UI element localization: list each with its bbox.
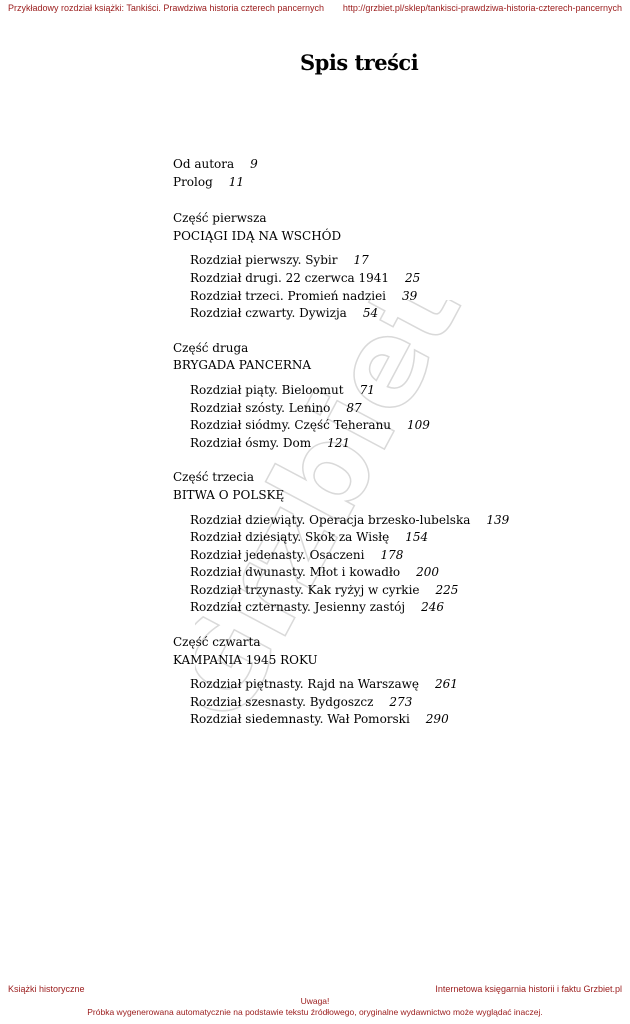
toc-chapter-entry[interactable]: [190, 400, 503, 418]
toc-chapter-entry[interactable]: [190, 582, 503, 600]
chapter-list: [173, 382, 503, 452]
toc-chapter-entry[interactable]: [190, 547, 503, 565]
toc-entry-page: 11: [228, 174, 245, 189]
toc-entry-label: Rozdział siedemnasty. Wał Pomorski: [190, 712, 410, 727]
toc-entry-label: Rozdział drugi. 22 czerwca 1941: [190, 270, 390, 285]
toc-entry-label: Rozdział trzynasty. Kak ryżyj w cyrkie: [190, 582, 420, 597]
toc-entry-label: Rozdział dziesiąty. Skok za Wisłę: [190, 530, 390, 545]
chapter-list: [173, 512, 510, 618]
page-title: Spis treści: [300, 50, 419, 75]
toc-entry-page: 178: [380, 547, 404, 562]
chapter-list: [173, 252, 503, 322]
toc-front-matter-entry[interactable]: [173, 174, 503, 192]
toc-entry-page: 261: [434, 677, 458, 692]
toc-entry-page: 154: [405, 530, 429, 545]
toc-chapter-entry[interactable]: [190, 252, 503, 270]
toc-entry-page: 9: [250, 157, 258, 171]
toc-front-matter-entry[interactable]: [173, 156, 503, 174]
part-label: Część pierwsza: [173, 211, 267, 226]
toc-entry-page: 87: [346, 400, 362, 415]
toc-chapter-entry[interactable]: [190, 417, 503, 435]
toc-entry-page: 71: [359, 382, 375, 397]
footer-notice-heading: Uwaga!: [300, 996, 330, 1006]
toc-entry-label: Rozdział czternasty. Jesienny zastój: [190, 600, 406, 615]
toc-entry-page: 200: [416, 565, 439, 580]
toc-chapter-entry[interactable]: [190, 270, 503, 288]
toc-entry-label: Rozdział trzeci. Promień nadziei: [190, 288, 387, 303]
toc-entry-label: Rozdział pierwszy. Sybir: [190, 253, 338, 268]
header-url-link[interactable]: http://grzbiet.pl/sklep/tankisci-prawdziwa-historia-czterech-pancernych: [342, 3, 622, 13]
toc-entry-label: Rozdział czwarty. Dywizja: [190, 306, 347, 321]
toc-entry-label: Rozdział siódmy. Część Teheranu: [190, 418, 392, 433]
toc-part: [173, 634, 503, 729]
toc-chapter-entry[interactable]: [190, 676, 503, 694]
page-header: [8, 3, 622, 15]
toc-chapter-entry[interactable]: [190, 529, 503, 547]
toc-part: [173, 340, 503, 453]
toc-entry-label: Rozdział szósty. Lenino: [190, 400, 331, 415]
footer-notice-text: Próbka wygenerowana automatycznie na podstawie tekstu źródłowego, oryginalne wydawnictwo może wyglądać inaczej.: [87, 1007, 543, 1017]
part-title[interactable]: BITWA O POLSKĘ: [173, 487, 285, 502]
watermark-text: Grzbiet.pl: [195, 300, 495, 744]
toc-entry-label: Od autora: [173, 157, 235, 171]
toc-part: [173, 210, 503, 323]
header-book-title: Przykładowy rozdział książki: Tankiści. Prawdziwa historia czterech pancernych: [8, 3, 324, 13]
toc-chapter-entry[interactable]: [190, 564, 503, 582]
toc-entry-page: 39: [402, 288, 418, 303]
part-title[interactable]: BRYGADA PANCERNA: [173, 358, 312, 373]
chapter-list: [173, 676, 503, 729]
toc-entry-label: Rozdział ósmy. Dom: [190, 435, 312, 450]
part-label: Część czwarta: [173, 635, 261, 650]
toc-entry-label: Rozdział piętnasty. Rajd na Warszawę: [190, 677, 419, 692]
toc-chapter-entry[interactable]: [190, 288, 503, 306]
toc-entry-label: Prolog: [173, 174, 213, 189]
toc-entry-label: Rozdział dziewiąty. Operacja brzesko-lubelska: [190, 512, 471, 527]
toc-entry-page: 139: [486, 512, 510, 527]
footer-notice: [0, 996, 630, 1018]
toc-entry-page: 225: [435, 582, 459, 597]
toc-entry-page: 246: [421, 600, 445, 615]
toc-entry-label: Rozdział dwunasty. Młot i kowadło: [190, 565, 401, 580]
toc-chapter-entry[interactable]: [190, 711, 503, 729]
part-title[interactable]: KAMPANIA 1945 ROKU: [173, 652, 318, 667]
toc-entry-page: 25: [405, 270, 421, 285]
toc-chapter-entry[interactable]: [190, 382, 503, 400]
toc-entry-label: Rozdział piąty. Bieloomut: [190, 382, 344, 397]
toc-entry-page: 54: [362, 306, 379, 321]
footer-category-link[interactable]: Książki historyczne: [8, 984, 85, 994]
toc-entry-page: 17: [353, 253, 369, 268]
toc-entry-page: 109: [407, 418, 430, 433]
toc-entry-page: 273: [389, 694, 413, 709]
toc-entry-page: 121: [327, 435, 350, 450]
toc-chapter-entry[interactable]: [190, 435, 503, 453]
toc-chapter-entry[interactable]: [190, 599, 503, 617]
toc-chapter-entry[interactable]: [190, 305, 503, 323]
footer-store-link[interactable]: Internetowa księgarnia historii i faktu Grzbiet.pl: [435, 984, 622, 994]
toc-part: [173, 469, 510, 617]
toc-entry-label: Rozdział jedenasty. Osaczeni: [190, 547, 365, 562]
part-label: Część druga: [173, 340, 249, 355]
toc-chapter-entry[interactable]: [190, 512, 510, 530]
toc-chapter-entry[interactable]: [190, 694, 503, 712]
toc-entry-label: Rozdział szesnasty. Bydgoszcz: [190, 694, 374, 709]
table-of-contents: [173, 156, 510, 729]
part-label: Część trzecia: [173, 470, 254, 485]
toc-entry-page: 290: [425, 712, 449, 727]
part-title[interactable]: POCIĄGI IDĄ NA WSCHÓD: [173, 228, 342, 243]
